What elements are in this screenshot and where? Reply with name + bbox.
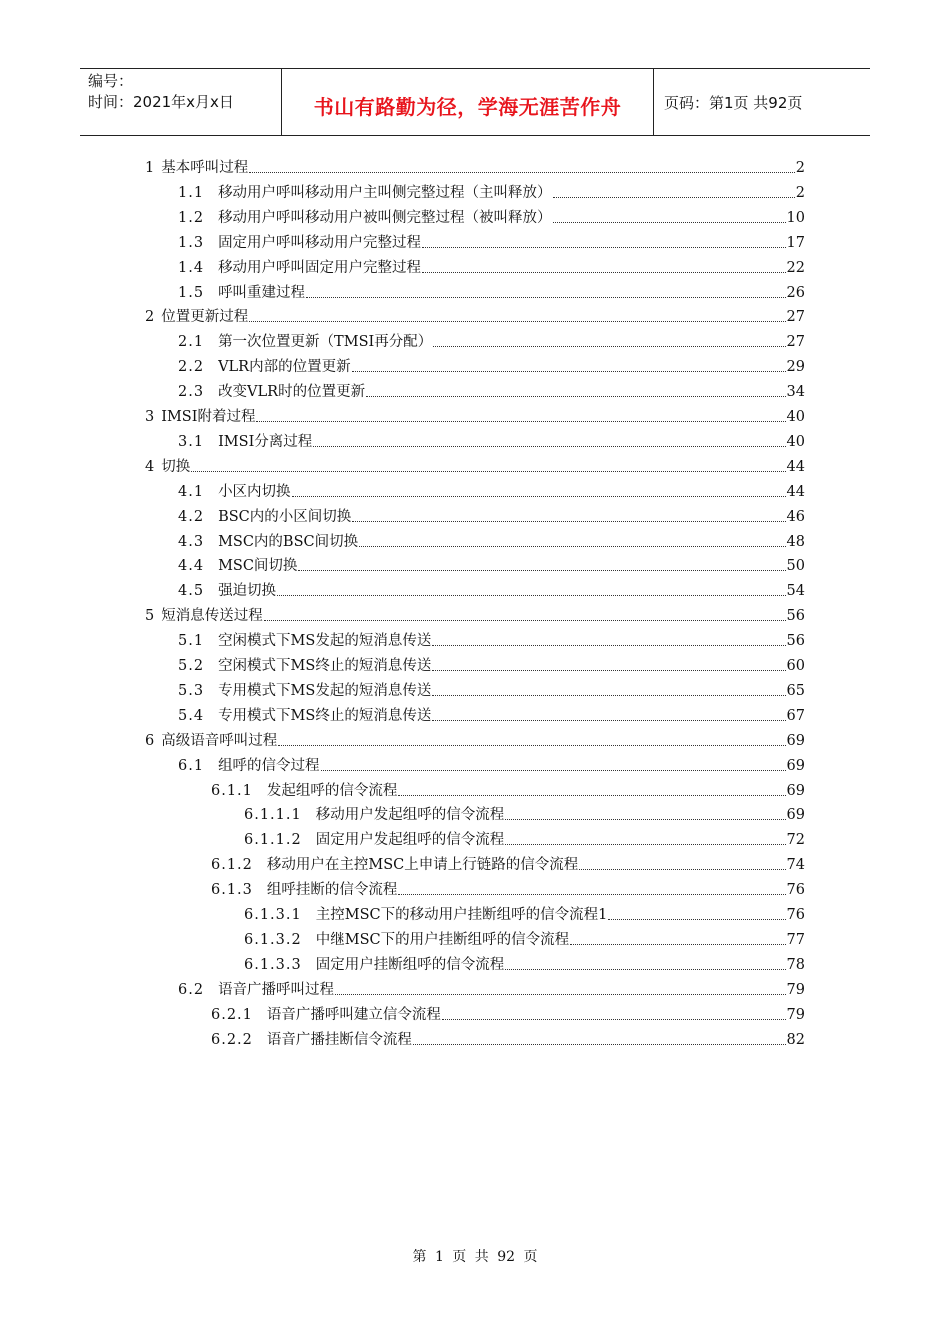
toc-entry[interactable] [211, 1005, 805, 1025]
toc-entry-title: 中继MSC下的用户挂断组呼的信令流程 [315, 931, 570, 948]
toc-entry[interactable] [244, 955, 805, 975]
header-meta-cell [80, 69, 282, 135]
toc-entry-title: 移动用户呼叫移动用户主叫侧完整过程（主叫释放） [218, 184, 552, 201]
toc-leader-dots [306, 297, 785, 298]
toc-entry[interactable] [145, 731, 805, 751]
toc-entry[interactable] [178, 258, 805, 278]
toc-leader-dots [432, 720, 785, 721]
toc-entry-title: IMSI附着过程 [161, 409, 256, 425]
toc-entry-page: 27 [786, 334, 805, 351]
toc-entry-title: 主控MSC下的移动用户挂断组呼的信令流程1 [315, 907, 608, 923]
toc-leader-dots [505, 819, 785, 820]
header-page-info: 页码：第1页 共92页 [664, 93, 803, 112]
toc-leader-dots [366, 396, 785, 397]
toc-entry-page: 2 [795, 184, 805, 201]
toc-leader-dots [264, 620, 786, 621]
toc-entry-page: 69 [786, 757, 805, 774]
toc-entry-page: 44 [786, 458, 805, 475]
toc-entry[interactable] [178, 208, 805, 228]
toc-entry-number: 2 [145, 309, 156, 326]
toc-entry-title: 高级语音呼叫过程 [161, 732, 278, 749]
toc-leader-dots [249, 172, 795, 173]
toc-entry[interactable] [178, 681, 805, 701]
toc-leader-dots [191, 471, 785, 472]
toc-entry[interactable] [178, 382, 805, 402]
toc-entry[interactable] [178, 706, 805, 726]
toc-entry-number: 6.1.2 [211, 857, 253, 874]
toc-leader-dots [579, 869, 785, 870]
toc-entry-page: 54 [786, 583, 805, 600]
toc-entry-page: 82 [786, 1031, 805, 1048]
toc-entry-title: 组呼挂断的信令流程 [266, 882, 398, 899]
toc-entry-number: 6.1.3.3 [244, 956, 302, 973]
toc-entry-title: 小区内切换 [218, 483, 291, 500]
toc-entry-title: 位置更新过程 [161, 309, 249, 326]
toc-entry-title: IMSI分离过程 [218, 433, 313, 450]
toc-entry[interactable] [178, 357, 805, 377]
toc-entry-number: 6.2.1 [211, 1006, 253, 1023]
toc-entry-title: 空闲模式下MS发起的短消息传送 [218, 633, 432, 650]
toc-entry-title: 固定用户呼叫移动用户完整过程 [218, 234, 422, 251]
toc-entry-page: 48 [786, 533, 805, 550]
toc-entry-page: 34 [786, 384, 805, 401]
toc-entry-page: 29 [786, 359, 805, 376]
toc-entry-title: MSC间切换 [218, 558, 298, 575]
toc-entry-number: 1 [145, 160, 156, 176]
toc-leader-dots [249, 321, 785, 322]
toc-entry-page: 69 [786, 782, 805, 799]
toc-leader-dots [608, 919, 785, 920]
toc-entry-title: 移动用户呼叫固定用户完整过程 [218, 259, 422, 276]
toc-entry-number: 3 [145, 409, 156, 425]
toc-entry-number: 6.1.3 [211, 882, 253, 899]
toc-entry[interactable] [178, 631, 805, 651]
toc-entry[interactable] [178, 183, 805, 203]
toc-leader-dots [505, 969, 785, 970]
toc-entry-title: MSC内的BSC间切换 [218, 533, 359, 550]
toc-entry-number: 6.2 [178, 981, 205, 998]
toc-entry-number: 3.1 [178, 433, 205, 450]
toc-entry-title: 短消息传送过程 [161, 608, 263, 625]
toc-leader-dots [422, 247, 785, 248]
toc-entry[interactable] [145, 307, 805, 327]
toc-entry-page: 40 [786, 433, 805, 450]
toc-entry[interactable] [244, 805, 805, 825]
toc-entry-page: 50 [786, 558, 805, 575]
toc-entry-page: 22 [786, 259, 805, 276]
toc-entry-title: 专用模式下MS发起的短消息传送 [218, 682, 432, 699]
toc-entry-number: 4.4 [178, 558, 205, 575]
toc-entry[interactable] [244, 830, 805, 850]
toc-entry-number: 4 [145, 458, 156, 475]
toc-entry-title: 移动用户呼叫移动用户被叫侧完整过程（被叫释放） [218, 209, 552, 226]
toc-entry-title: 改变VLR时的位置更新 [218, 384, 366, 401]
toc-entry-number: 2.2 [178, 359, 205, 376]
toc-entry[interactable] [145, 606, 805, 626]
toc-entry-title: 切换 [161, 458, 191, 475]
header-motto: 书山有路勤为径，学海无涯苦作舟 [313, 94, 622, 119]
toc-entry-title: 强迫切换 [218, 583, 277, 600]
toc-entry[interactable] [178, 556, 805, 576]
toc-entry-number: 1.4 [178, 259, 205, 276]
header-page-cell [654, 69, 870, 135]
toc-leader-dots [321, 770, 786, 771]
toc-entry-number: 5 [145, 608, 156, 625]
toc-leader-dots [422, 272, 785, 273]
toc-entry-number: 5.2 [178, 658, 205, 674]
toc-leader-dots [335, 994, 785, 995]
toc-leader-dots [359, 546, 785, 547]
toc-entry-number: 4.3 [178, 533, 205, 550]
toc-leader-dots [313, 446, 785, 447]
toc-entry-title: 空闲模式下MS终止的短消息传送 [218, 658, 432, 674]
toc-leader-dots [570, 944, 785, 945]
toc-entry-number: 2.3 [178, 384, 205, 401]
page-header [80, 68, 870, 136]
toc-entry-number: 6.2.2 [211, 1031, 253, 1048]
toc-entry[interactable] [178, 656, 805, 676]
toc-entry-title: VLR内部的位置更新 [218, 359, 351, 376]
toc-entry-title: BSC内的小区间切换 [218, 508, 352, 525]
toc-entry-page: 26 [786, 284, 805, 301]
footer-page-number: 第 1 页 共 92 页 [412, 1249, 538, 1265]
toc-entry-number: 5.3 [178, 682, 205, 699]
toc-entry-number: 6.1.1.2 [244, 832, 302, 849]
toc-entry-title: 语音广播挂断信令流程 [266, 1031, 412, 1048]
toc-entry[interactable] [178, 507, 805, 527]
toc-entry-title: 基本呼叫过程 [161, 160, 249, 176]
toc-entry-title: 固定用户发起组呼的信令流程 [315, 832, 505, 849]
toc-entry-page: 76 [786, 907, 805, 923]
toc-entry-page: 2 [795, 160, 805, 176]
toc-entry-number: 4.5 [178, 583, 205, 600]
toc-leader-dots [352, 371, 786, 372]
toc-entry-page: 69 [786, 732, 805, 749]
toc-entry[interactable] [178, 532, 805, 552]
toc-leader-dots [433, 346, 785, 347]
toc-entry-title: 组呼的信令过程 [218, 757, 320, 774]
toc-leader-dots [553, 222, 786, 223]
toc-entry-title: 语音广播呼叫过程 [218, 981, 335, 998]
toc-leader-dots [442, 1019, 786, 1020]
toc-entry-page: 77 [786, 931, 805, 948]
toc-entry-number: 1.2 [178, 209, 205, 226]
toc-entry-number: 1.3 [178, 234, 205, 251]
toc-entry-title: 第一次位置更新（TMSI再分配） [218, 334, 433, 351]
toc-entry-page: 65 [786, 682, 805, 699]
toc-entry[interactable] [178, 756, 805, 776]
toc-leader-dots [298, 570, 785, 571]
toc-leader-dots [553, 197, 795, 198]
toc-entry-page: 69 [786, 807, 805, 824]
toc-entry[interactable] [145, 407, 805, 427]
toc-entry-number: 1.1 [178, 184, 205, 201]
toc-leader-dots [292, 496, 786, 497]
toc-entry-page: 78 [786, 956, 805, 973]
toc-leader-dots [278, 745, 785, 746]
toc-entry-number: 6.1.1 [211, 782, 253, 799]
toc-entry-page: 67 [786, 707, 805, 724]
toc-entry[interactable] [178, 432, 805, 452]
toc-entry[interactable] [178, 482, 805, 502]
toc-entry-title: 专用模式下MS终止的短消息传送 [218, 707, 432, 724]
toc-leader-dots [398, 894, 785, 895]
toc-entry-title: 固定用户挂断组呼的信令流程 [315, 956, 505, 973]
toc-entry-number: 5.1 [178, 633, 205, 650]
toc-entry[interactable] [145, 457, 805, 477]
toc-entry[interactable] [211, 855, 805, 875]
toc-entry-number: 6 [145, 732, 156, 749]
toc-leader-dots [352, 521, 785, 522]
toc-entry-number: 5.4 [178, 707, 205, 724]
toc-entry-number: 6.1.3.1 [244, 907, 302, 923]
header-motto-cell [282, 69, 654, 135]
toc-entry-number: 6.1 [178, 757, 205, 774]
toc-entry-title: 语音广播呼叫建立信令流程 [266, 1006, 441, 1023]
document-date: 时间：2021年x月x日 [88, 93, 234, 111]
toc-entry[interactable] [244, 905, 805, 925]
toc-entry[interactable] [178, 581, 805, 601]
toc-entry-title: 移动用户发起组呼的信令流程 [315, 807, 505, 824]
toc-entry[interactable] [211, 781, 805, 801]
toc-entry[interactable] [244, 930, 805, 950]
toc-entry-page: 17 [786, 234, 805, 251]
toc-entry-number: 4.2 [178, 508, 205, 525]
toc-leader-dots [277, 595, 785, 596]
toc-entry-page: 56 [786, 633, 805, 650]
page-footer [0, 1246, 950, 1266]
document-code-label: 编号： [88, 72, 134, 90]
toc-leader-dots [256, 421, 785, 422]
toc-entry-page: 27 [786, 309, 805, 326]
toc-leader-dots [413, 1044, 786, 1045]
toc-entry[interactable] [178, 233, 805, 253]
toc-entry-page: 60 [786, 658, 805, 674]
toc-entry-number: 2.1 [178, 334, 205, 351]
toc-leader-dots [398, 795, 785, 796]
toc-entry[interactable] [178, 283, 805, 303]
toc-entry[interactable] [145, 158, 805, 178]
toc-leader-dots [432, 645, 785, 646]
toc-entry[interactable] [211, 880, 805, 900]
toc-leader-dots [432, 695, 785, 696]
toc-entry-page: 79 [786, 981, 805, 998]
toc-entry-page: 44 [786, 483, 805, 500]
toc-entry-number: 1.5 [178, 284, 205, 301]
toc-entry-number: 6.1.1.1 [244, 807, 302, 824]
toc-entry-page: 10 [786, 209, 805, 226]
toc-entry[interactable] [211, 1030, 805, 1050]
toc-entry-number: 6.1.3.2 [244, 931, 302, 948]
toc-entry-title: 呼叫重建过程 [218, 284, 306, 301]
toc-entry-title: 发起组呼的信令流程 [266, 782, 398, 799]
toc-entry-page: 40 [786, 409, 805, 425]
toc-entry[interactable] [178, 332, 805, 352]
toc-entry-page: 74 [786, 857, 805, 874]
toc-entry-page: 76 [786, 882, 805, 899]
toc-entry-page: 46 [786, 508, 805, 525]
toc-entry-page: 56 [786, 608, 805, 625]
toc-entry-page: 79 [786, 1006, 805, 1023]
toc-entry-page: 72 [786, 832, 805, 849]
toc-leader-dots [432, 670, 785, 671]
toc-leader-dots [505, 844, 785, 845]
toc-entry[interactable] [178, 980, 805, 1000]
toc-entry-number: 4.1 [178, 483, 205, 500]
toc-entry-title: 移动用户在主控MSC上申请上行链路的信令流程 [266, 857, 579, 874]
